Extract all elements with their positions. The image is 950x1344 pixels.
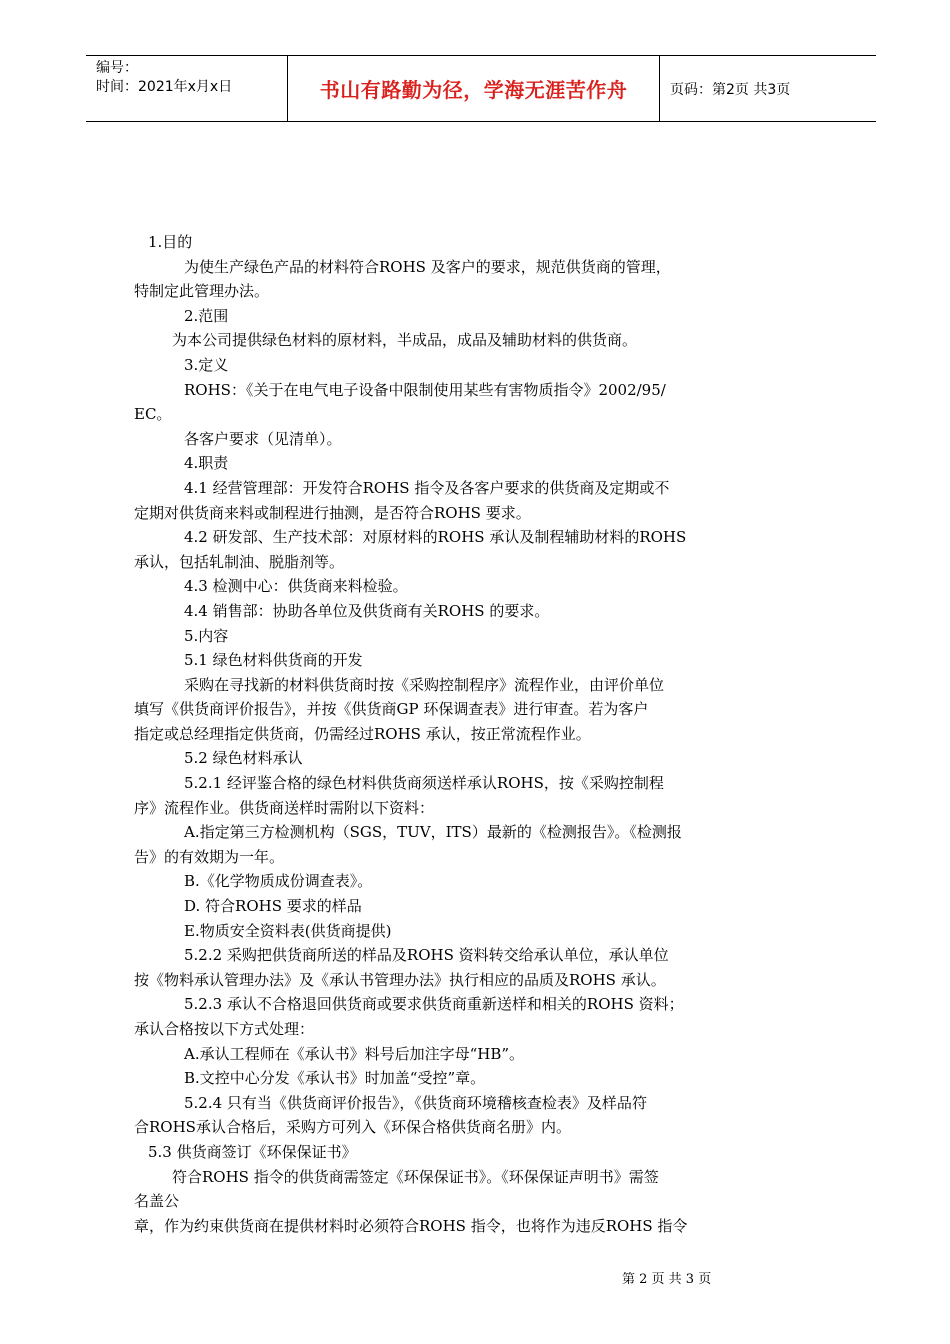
paragraph-line: 5.1 绿色材料供货商的开发 [184,651,363,670]
paragraph-line: 章，作为约束供货商在提供材料时必须符合ROHS 指令，也将作为违反ROHS 指令 [134,1216,688,1235]
paragraph-line: 名盖公 [134,1192,180,1211]
paragraph-line: ROHS：《关于在电气电子设备中限制使用某些有害物质指令》2002/95/ [184,380,666,399]
paragraph-line: 5.2.1 经评鉴合格的绿色材料供货商须送样承认ROHS，按《采购控制程 [184,774,664,793]
paragraph-line: 4.职责 [184,454,229,473]
paragraph-line: 5.2 绿色材料承认 [184,749,303,768]
paragraph-line: 符合ROHS 指令的供货商需签定《环保保证书》。《环保保证声明书》需签 [172,1167,659,1186]
header-page-info: 页码：第2页 共3页 [670,81,791,98]
header-meta-cell [86,56,287,121]
paragraph-line: 定期对供货商来料或制程进行抽测，是否符合ROHS 要求。 [134,503,531,522]
page-footer: 第 2 页 共 3 页 [622,1272,712,1287]
paragraph-line: E.物质安全资料表(供货商提供) [184,921,392,940]
paragraph-line: 2.范围 [184,306,229,325]
paragraph-line: B.《化学物质成份调查表》。 [184,872,373,891]
paragraph-line: EC。 [134,405,172,424]
paragraph-line: 各客户要求（见清单）。 [184,429,342,448]
paragraph-line: 指定或总经理指定供货商，仍需经过ROHS 承认，按正常流程作业。 [134,724,591,743]
paragraph-line: 5.3 供货商签订《环保保证书》 [148,1142,357,1161]
paragraph-line: 5.2.2 采购把供货商所送的样品及ROHS 资料转交给承认单位，承认单位 [184,946,669,965]
paragraph-line: B.文控中心分发《承认书》时加盖“受控”章。 [184,1069,486,1088]
paragraph-line: 1.目的 [148,233,193,251]
paragraph-line: 合ROHS承认合格后，采购方可列入《环保合格供货商名册》内。 [134,1118,571,1137]
paragraph-line: 序》流程作业。供货商送样时需附以下资料： [134,798,435,817]
document-time-label: 时间：2021年x月x日 [96,79,233,95]
paragraph-line: 4.2 研发部、生产技术部：对原材料的ROHS 承认及制程辅助材料的ROHS [184,528,687,547]
paragraph-line: 采购在寻找新的材料供货商时按《采购控制程序》流程作业，由评价单位 [184,675,665,694]
paragraph-line: 承认，包括轧制油、脱脂剂等。 [134,552,345,571]
paragraph-line: 4.1 经营管理部：开发符合ROHS 指令及各客户要求的供货商及定期或不 [184,478,670,497]
paragraph-line: 填写《供货商评价报告》，并按《供货商GP 环保调查表》进行审查。若为客户 [134,700,649,719]
paragraph-line: 4.4 销售部：协助各单位及供货商有关ROHS 的要求。 [184,601,550,620]
paragraph-line: 5.2.4 只有当《供货商评价报告》，《供货商环境稽核查检表》及样品符 [184,1093,647,1112]
document-number-label: 编号： [96,60,138,76]
paragraph-line: 3.定义 [184,355,229,374]
paragraph-line: 为使生产绿色产品的材料符合ROHS 及客户的要求，规范供货商的管理， [184,257,671,276]
paragraph-line: 按《物料承认管理办法》及《承认书管理办法》执行相应的品质及ROHS 承认。 [134,970,666,989]
document-body [134,230,814,1238]
paragraph-line: 5.2.3 承认不合格退回供货商或要求供货商重新送样和相关的ROHS 资料； [184,995,684,1014]
page-header [86,55,876,122]
paragraph-line: D. 符合ROHS 要求的样品 [184,897,362,916]
paragraph-line: A.指定第三方检测机构（SGS，TUV，ITS）最新的《检测报告》。《检测报 [184,823,682,842]
paragraph-line: 特制定此管理办法。 [134,282,270,301]
paragraph-line: A.承认工程师在《承认书》料号后加注字母“HB”。 [184,1044,525,1063]
header-motto: 书山有路勤为径，学海无涯苦作舟 [287,56,660,121]
paragraph-line: 告》的有效期为一年。 [134,847,285,866]
paragraph-line: 4.3 检测中心：供货商来料检验。 [184,577,408,596]
paragraph-line: 承认合格按以下方式处理： [134,1020,315,1038]
paragraph-line: 为本公司提供绿色材料的原材料，半成品，成品及辅助材料的供货商。 [172,331,638,350]
paragraph-line: 5.内容 [184,626,229,645]
